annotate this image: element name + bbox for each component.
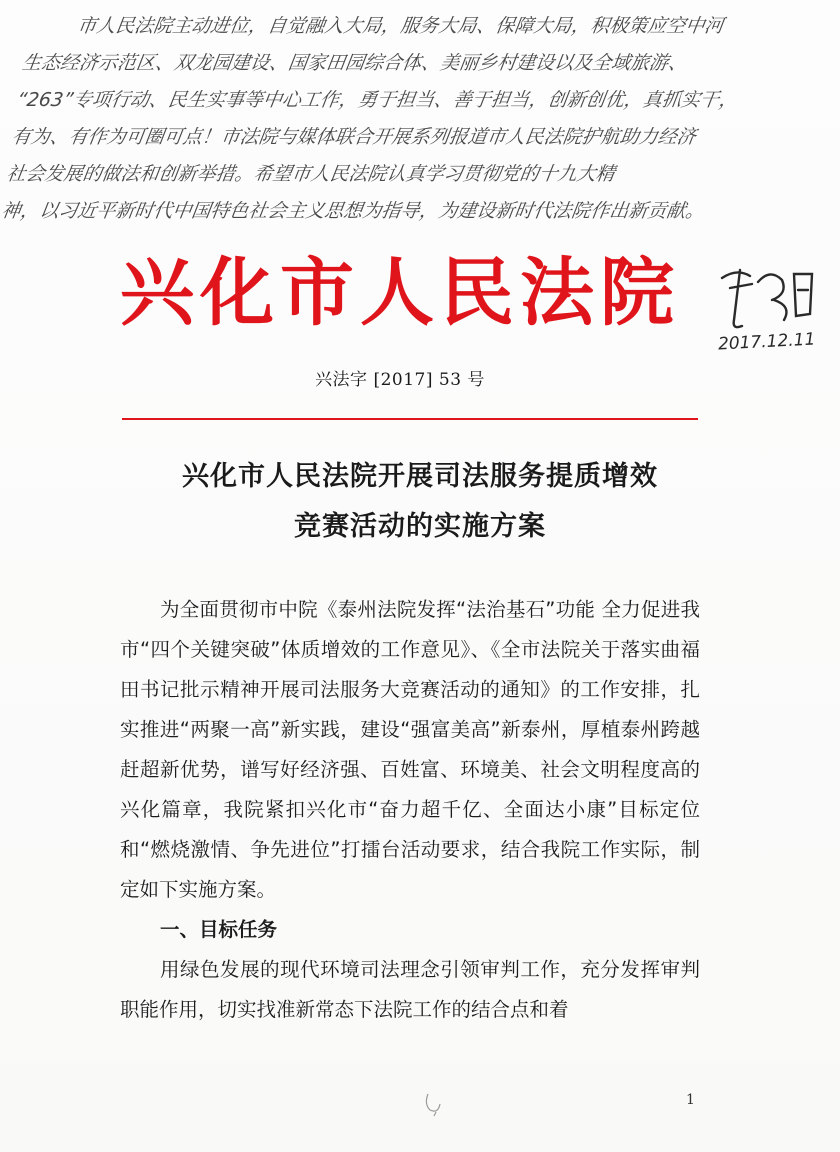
handwritten-annotation [0,8,820,230]
document-number: 兴法字 [2017] 53 号 [315,370,485,390]
handwritten-line: 市人民法院主动进位，自觉融入大局，服务大局、保障大局，积极策应空中河 [75,15,726,37]
section-paragraph: 用绿色发展的现代环境司法理念引领审判工作，充分发挥审判职能作用，切实找准新常态下法院工作的结合点和着 [120,958,700,1021]
pen-mark [420,1090,448,1120]
handwritten-line: “263”专项行动、民生实事等中心工作，勇于担当、善于担当，创新创优，真抓实干， [15,89,740,111]
handwritten-line: 神，以习近平新时代中国特色社会主义思想为指导，为建设新时代法院作出新贡献。 [0,200,707,222]
document-body [120,590,700,1030]
handwritten-line: 生态经济示范区、双龙园建设、国家田园综合体、美丽乡村建设以及全域旅游、 [20,52,689,74]
red-divider-line [122,418,698,420]
signature-date: 2017.12.11 [717,329,816,355]
handwritten-line: 有为、有作为可圈可点！市法院与媒体联合开展系列报道市人民法院护航助力经济 [10,126,698,148]
title-line-1: 兴化市人民法院开展司法服务提质增效 [182,461,658,492]
intro-paragraph: 为全面贯彻市中院《泰州法院发挥“法治基石”功能 全力促进我市“四个关键突破”体质增效的工作意见》、《全市法院关于落实曲福田书记批示精神开展司法服务大竞赛活动的通知》的工作安排，扎实推进“两聚一高”新实践，建设“强富美高”新泰州，厚植泰州跨越赶超新优势，谱写好经济强、百姓富、环境美、社会文明程度高的兴化篇章，我院紧扣兴化市“奋力超千亿、全面达小康”目标定位和“燃烧激情、争先进位”打擂台活动要求，结合我院工作实际，制定如下实施方案。 [120,598,700,901]
handwritten-line: 社会发展的做法和创新举措。希望市人民法院认真学习贯彻党的十九大精 [5,163,617,185]
court-name-header: 兴化市人民法院 [120,250,680,336]
title-line-2: 竞赛活动的实施方案 [294,511,546,542]
section-heading: 一、目标任务 [160,918,278,941]
page-number: 1 [686,1092,695,1108]
document-title [120,452,720,552]
handwritten-signature [712,260,822,340]
